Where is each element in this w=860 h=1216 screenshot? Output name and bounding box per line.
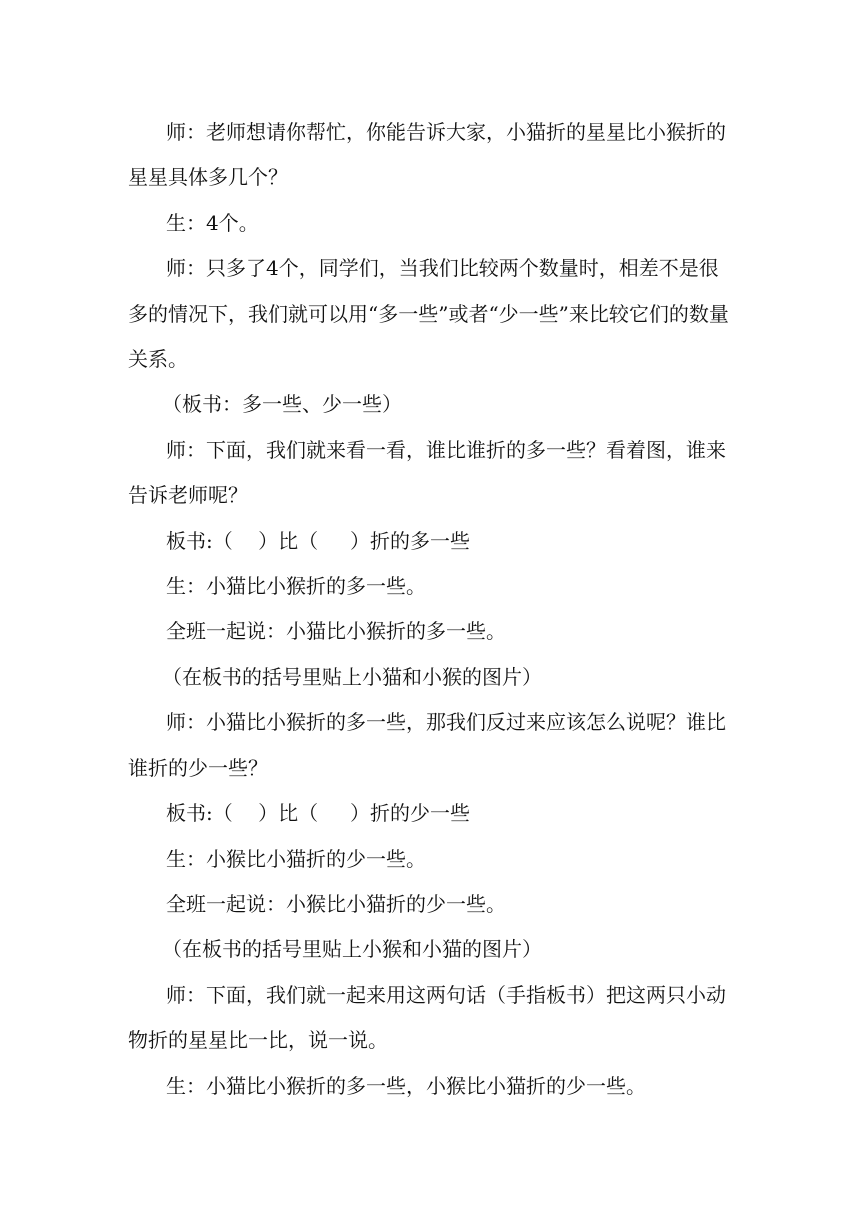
- board-sentence-more: 板书:（ ）比（ ）折的多一些: [166, 528, 470, 553]
- teacher-instruction-paragraph: 师：下面，我们就一起来用这两句话（手指板书）把这两只小动物折的星星比一比，说一说。: [128, 982, 726, 1053]
- student-answer-paragraph: 生：小猫比小猴折的多一些。: [166, 574, 426, 599]
- student-answer-paragraph: 生：小猫比小猴折的多一些，小猴比小猫折的少一些。: [166, 1073, 646, 1098]
- class-chorus-paragraph: 全班一起说：小猫比小猴折的多一些。: [166, 619, 506, 644]
- teacher-question-paragraph: 师：老师想请你帮忙，你能告诉大家，小猫折的星星比小猴折的星星具体多几个？: [128, 120, 726, 190]
- teacher-question-paragraph: 师：下面，我们就来看一看，谁比谁折的多一些？看着图，谁来告诉老师呢？: [128, 437, 726, 508]
- student-answer-paragraph: 生：小猴比小猫折的少一些。: [166, 846, 426, 871]
- lesson-transcript: [128, 110, 732, 1109]
- board-note-paragraph: （在板书的括号里贴上小猫和小猴的图片）: [162, 664, 542, 689]
- student-answer-paragraph: 生：4个。: [166, 210, 259, 235]
- teacher-explanation-paragraph: 师：只多了4个，同学们，当我们比较两个数量时，相差不是很多的情况下，我们就可以用“多一些”或者“少一些”来比较它们的数量关系。: [128, 256, 729, 372]
- teacher-question-paragraph: 师：小猫比小猴折的多一些，那我们反过来应该怎么说呢？谁比谁折的少一些？: [128, 710, 726, 780]
- class-chorus-paragraph: 全班一起说：小猴比小猫折的少一些。: [166, 891, 506, 916]
- board-note-paragraph: （在板书的括号里贴上小猴和小猫的图片）: [162, 937, 542, 962]
- board-note-paragraph: （板书：多一些、少一些）: [162, 392, 402, 417]
- board-sentence-less: 板书:（ ）比（ ）折的少一些: [166, 801, 470, 826]
